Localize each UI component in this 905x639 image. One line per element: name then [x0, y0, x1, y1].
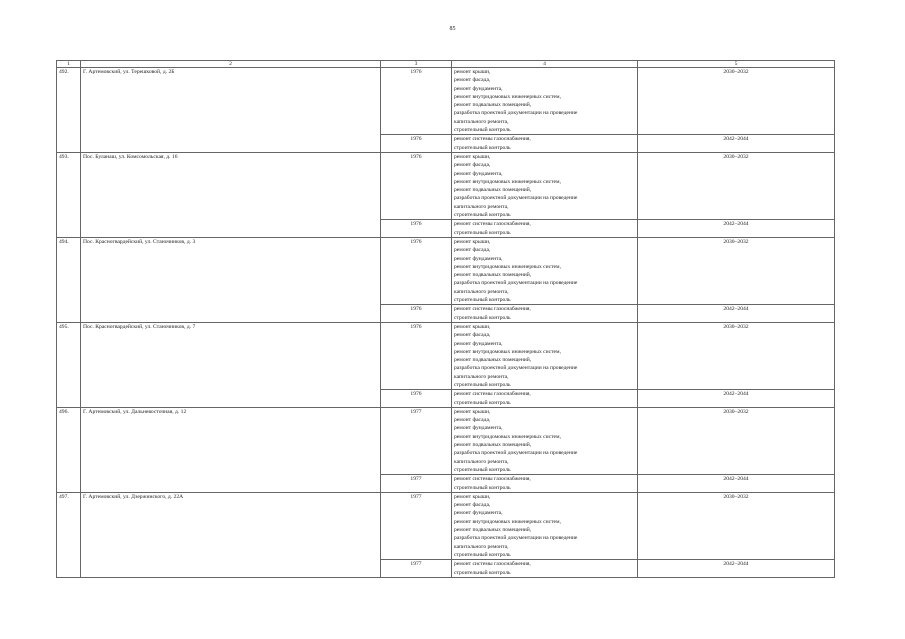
works-cell: [452, 322, 638, 389]
year-cell: 1977: [381, 492, 452, 559]
address-cell: Пос. Красногвардейский, ул. Станочников, д. 7: [81, 322, 381, 407]
year-cell: 1976: [381, 135, 452, 153]
work-item: ремонт подвальных помещений,: [454, 442, 532, 449]
work-item: разработка проектной документации на проведение: [454, 280, 578, 287]
period-cell: 2042–2044: [638, 390, 835, 408]
work-item: строительный контроль: [454, 551, 511, 558]
work-item: ремонт фундамента,: [454, 170, 503, 177]
work-item: ремонт фундамента,: [454, 510, 503, 517]
work-item: ремонт подвальных помещений,: [454, 102, 532, 109]
work-item: капитального ремонта,: [454, 288, 509, 295]
address-cell: Пос. Красногвардейский, ул. Станочников, д. 3: [81, 237, 381, 322]
work-item: ремонт системы газоснабжения,: [454, 221, 531, 228]
year-cell: 1977: [381, 407, 452, 474]
work-item: строительный контроль: [454, 297, 511, 304]
work-item: ремонт фундамента,: [454, 255, 503, 262]
work-item: ремонт фундамента,: [454, 85, 503, 92]
work-item: строительный контроль: [454, 314, 511, 321]
work-item: ремонт внутридомовых инженерных систем,: [454, 348, 561, 355]
work-item: ремонт подвальных помещений,: [454, 272, 532, 279]
period-cell: 2042–2044: [638, 305, 835, 323]
work-item: ремонт системы газоснабжения,: [454, 391, 531, 398]
year-cell: 1977: [381, 475, 452, 493]
works-cell: [452, 237, 638, 304]
work-item: разработка проектной документации на проведение: [454, 365, 578, 372]
work-item: строительный контроль: [454, 381, 511, 388]
works-cell: [452, 560, 638, 578]
work-item: строительный контроль: [454, 144, 511, 151]
works-cell: [452, 407, 638, 474]
table-row: [57, 322, 835, 389]
table-row: [57, 152, 835, 219]
row-number: 495.: [57, 322, 81, 407]
work-item: ремонт внутридомовых инженерных систем,: [454, 518, 561, 525]
work-item: ремонт системы газоснабжения,: [454, 306, 531, 313]
works-cell: [452, 305, 638, 323]
work-item: капитального ремонта,: [454, 118, 509, 125]
work-item: ремонт системы газоснабжения,: [454, 136, 531, 143]
column-header: 5: [638, 61, 835, 68]
period-cell: 2030–2032: [638, 237, 835, 304]
work-item: строительный контроль: [454, 229, 511, 236]
work-item: ремонт подвальных помещений,: [454, 357, 532, 364]
work-item: разработка проектной документации на проведение: [454, 195, 578, 202]
works-cell: [452, 492, 638, 559]
address-cell: Г. Артемовский, ул. Дальневосточная, д. 12: [81, 407, 381, 492]
works-cell: [452, 390, 638, 408]
row-number: 494.: [57, 237, 81, 322]
work-item: строительный контроль: [454, 569, 511, 576]
work-item: ремонт внутридомовых инженерных систем,: [454, 263, 561, 270]
works-cell: [452, 68, 638, 135]
period-cell: 2030–2032: [638, 492, 835, 559]
period-cell: 2030–2032: [638, 322, 835, 389]
work-item: ремонт внутридомовых инженерных систем,: [454, 93, 561, 100]
work-item: ремонт фундамента,: [454, 425, 503, 432]
works-cell: [452, 135, 638, 153]
work-item: ремонт фасада,: [454, 162, 491, 169]
page-number: 85: [449, 26, 456, 32]
work-item: ремонт крыши,: [454, 408, 491, 415]
period-cell: 2042–2044: [638, 475, 835, 493]
works-cell: [452, 220, 638, 238]
work-item: капитального ремонта,: [454, 458, 509, 465]
period-cell: 2042–2044: [638, 560, 835, 578]
row-number: 492.: [57, 68, 81, 153]
work-item: ремонт крыши,: [454, 238, 491, 245]
work-item: разработка проектной документации на проведение: [454, 110, 578, 117]
work-item: ремонт крыши,: [454, 493, 491, 500]
work-item: ремонт системы газоснабжения,: [454, 561, 531, 568]
address-cell: Пос. Буланаш, ул. Комсомольская, д. 16: [81, 152, 381, 237]
table-row: [57, 492, 835, 559]
table-header-row: [57, 61, 835, 68]
work-item: ремонт крыши,: [454, 323, 491, 330]
work-item: ремонт крыши,: [454, 69, 491, 75]
work-item: строительный контроль: [454, 127, 511, 134]
row-number: 493.: [57, 152, 81, 237]
row-number: 496.: [57, 407, 81, 492]
works-cell: [452, 475, 638, 493]
work-item: капитального ремонта,: [454, 373, 509, 380]
work-item: строительный контроль: [454, 399, 511, 406]
work-item: ремонт фасада,: [454, 332, 491, 339]
work-item: ремонт подвальных помещений,: [454, 187, 532, 194]
table-row: [57, 237, 835, 304]
work-item: ремонт подвальных помещений,: [454, 527, 532, 534]
column-header: 1: [57, 61, 81, 68]
work-item: разработка проектной документации на проведение: [454, 450, 578, 457]
row-number: 497.: [57, 492, 81, 577]
period-cell: 2030–2032: [638, 407, 835, 474]
works-cell: [452, 152, 638, 219]
column-header: 2: [81, 61, 381, 68]
work-item: ремонт фасада,: [454, 77, 491, 84]
period-cell: 2030–2032: [638, 152, 835, 219]
work-item: строительный контроль: [454, 212, 511, 219]
work-item: ремонт внутридомовых инженерных систем,: [454, 178, 561, 185]
year-cell: 1976: [381, 220, 452, 238]
period-cell: 2042–2044: [638, 135, 835, 153]
year-cell: 1977: [381, 560, 452, 578]
work-item: капитального ремонта,: [454, 203, 509, 210]
year-cell: 1976: [381, 322, 452, 389]
year-cell: 1976: [381, 152, 452, 219]
period-cell: 2042–2044: [638, 220, 835, 238]
year-cell: 1976: [381, 68, 452, 135]
year-cell: 1976: [381, 237, 452, 304]
address-cell: Г. Артемовский, ул. Терешковой, д. 2Б: [81, 68, 381, 153]
work-item: капитального ремонта,: [454, 543, 509, 550]
year-cell: 1976: [381, 390, 452, 408]
table-row: [57, 68, 835, 135]
work-item: ремонт фасада,: [454, 247, 491, 254]
column-header: 3: [381, 61, 452, 68]
capital-repair-table: [56, 60, 835, 578]
work-item: разработка проектной документации на проведение: [454, 535, 578, 542]
work-item: строительный контроль: [454, 466, 511, 473]
work-item: ремонт внутридомовых инженерных систем,: [454, 433, 561, 440]
period-cell: 2030–2032: [638, 68, 835, 135]
work-item: ремонт крыши,: [454, 153, 491, 160]
column-header: 4: [452, 61, 638, 68]
work-item: строительный контроль: [454, 484, 511, 491]
work-item: ремонт фасада,: [454, 417, 491, 424]
work-item: ремонт фундамента,: [454, 340, 503, 347]
work-item: ремонт фасада,: [454, 502, 491, 509]
work-item: ремонт системы газоснабжения,: [454, 476, 531, 483]
address-cell: Г. Артемовский, ул. Дзержинского, д. 22А: [81, 492, 381, 577]
table-row: [57, 407, 835, 474]
year-cell: 1976: [381, 305, 452, 323]
